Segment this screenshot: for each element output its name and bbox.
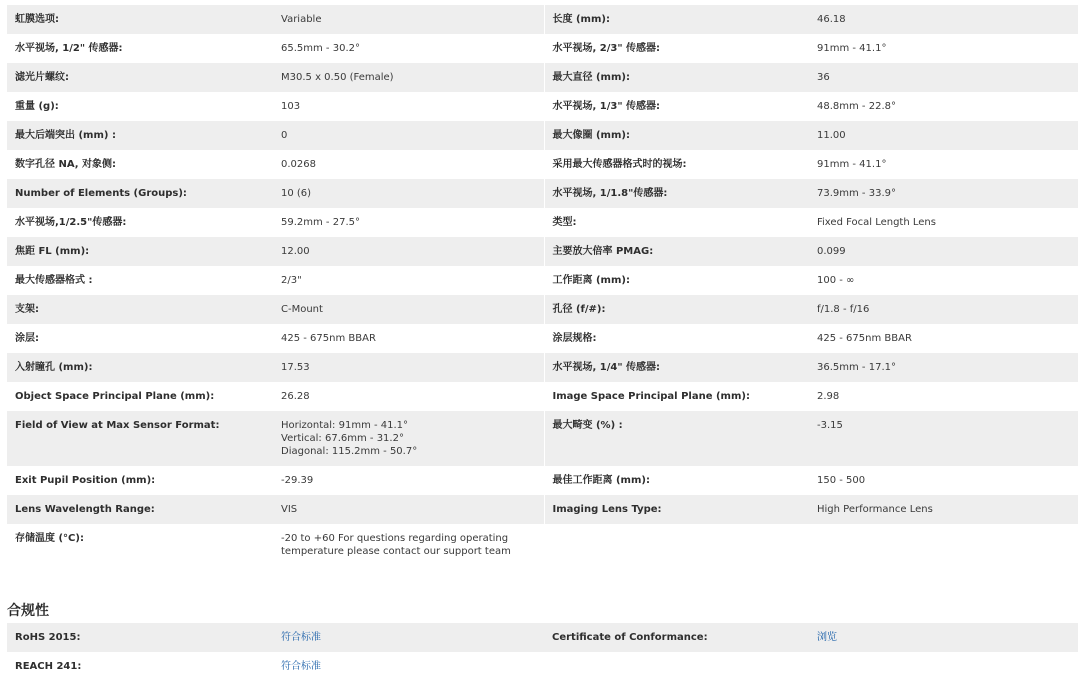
compliance-value (273, 623, 544, 652)
spec-value-line: Diagonal: 115.2mm - 50.7° (281, 446, 418, 457)
spec-label: 采用最大传感器格式时的视场: (544, 150, 809, 179)
spec-value: M30.5 x 0.50 (Female) (273, 63, 544, 92)
spec-label: 最大传感器格式 : (7, 266, 273, 295)
spec-label: Imaging Lens Type: (544, 495, 809, 524)
compliance-value (809, 623, 1078, 652)
spec-row (7, 237, 1078, 266)
spec-label: 水平视场, 1/1.8"传感器: (544, 179, 809, 208)
spec-value: 2/3" (273, 266, 544, 295)
spec-value: 46.18 (809, 5, 1078, 34)
spec-row (7, 34, 1078, 63)
spec-row (7, 266, 1078, 295)
spec-label: 工作距离 (mm): (544, 266, 809, 295)
spec-label: 最大像圈 (mm): (544, 121, 809, 150)
compliance-value (809, 652, 1078, 681)
spec-label: Number of Elements (Groups): (7, 179, 273, 208)
spec-label: 最佳工作距离 (mm): (544, 466, 809, 495)
spec-row (7, 63, 1078, 92)
spec-value: 2.98 (809, 382, 1078, 411)
spec-value: 17.53 (273, 353, 544, 382)
spec-value: -29.39 (273, 466, 544, 495)
certificate-view-link[interactable]: 浏览 (817, 632, 837, 643)
spec-label: 水平视场,1/2.5"传感器: (7, 208, 273, 237)
spec-label: 入射瞳孔 (mm): (7, 353, 273, 382)
spec-row (7, 353, 1078, 382)
spec-row (7, 5, 1078, 34)
compliance-row (7, 652, 1078, 681)
spec-row (7, 121, 1078, 150)
spec-value: 59.2mm - 27.5° (273, 208, 544, 237)
spec-row (7, 466, 1078, 495)
spec-value: 36 (809, 63, 1078, 92)
spec-label: Image Space Principal Plane (mm): (544, 382, 809, 411)
spec-value: 10 (6) (273, 179, 544, 208)
spec-value: Fixed Focal Length Lens (809, 208, 1078, 237)
compliance-link[interactable]: 符合标准 (281, 661, 321, 672)
compliance-label (544, 652, 809, 681)
spec-label: 虹膜选项: (7, 5, 273, 34)
spec-row (7, 524, 1078, 566)
spec-table (7, 5, 1078, 566)
spec-label: 水平视场, 2/3" 传感器: (544, 34, 809, 63)
spec-value: f/1.8 - f/16 (809, 295, 1078, 324)
spec-row (7, 295, 1078, 324)
spec-value: 36.5mm - 17.1° (809, 353, 1078, 382)
compliance-label: RoHS 2015: (7, 623, 273, 652)
compliance-link[interactable]: 符合标准 (281, 632, 321, 643)
spec-label: Lens Wavelength Range: (7, 495, 273, 524)
spec-value-line: Horizontal: 91mm - 41.1° (281, 420, 409, 431)
spec-label: 长度 (mm): (544, 5, 809, 34)
compliance-value (273, 652, 544, 681)
spec-label: 水平视场, 1/4" 传感器: (544, 353, 809, 382)
spec-value: 425 - 675nm BBAR (273, 324, 544, 353)
spec-value (809, 524, 1078, 566)
spec-value: 12.00 (273, 237, 544, 266)
spec-label: Field of View at Max Sensor Format: (7, 411, 273, 466)
spec-value: 100 - ∞ (809, 266, 1078, 295)
spec-value-line: -20 to +60 For questions regarding operating (281, 533, 509, 544)
spec-label: 最大畸变 (%) : (544, 411, 809, 466)
spec-value: 65.5mm - 30.2° (273, 34, 544, 63)
spec-row (7, 411, 1078, 466)
spec-value-line: Vertical: 67.6mm - 31.2° (281, 433, 404, 444)
spec-value: 103 (273, 92, 544, 121)
spec-label (544, 524, 809, 566)
spec-label: 水平视场, 1/2" 传感器: (7, 34, 273, 63)
spec-row (7, 382, 1078, 411)
spec-value (273, 524, 544, 566)
spec-label: 存储温度 (°C): (7, 524, 273, 566)
compliance-row (7, 623, 1078, 652)
spec-label: 涂层规格: (544, 324, 809, 353)
spec-value: 0.099 (809, 237, 1078, 266)
spec-value: 425 - 675nm BBAR (809, 324, 1078, 353)
spec-value: C-Mount (273, 295, 544, 324)
spec-label: 主要放大倍率 PMAG: (544, 237, 809, 266)
compliance-label: REACH 241: (7, 652, 273, 681)
spec-value: 73.9mm - 33.9° (809, 179, 1078, 208)
spec-value: 11.00 (809, 121, 1078, 150)
spec-value: 91mm - 41.1° (809, 150, 1078, 179)
spec-label: 水平视场, 1/3" 传感器: (544, 92, 809, 121)
spec-label: 数字孔径 NA, 对象侧: (7, 150, 273, 179)
spec-value: High Performance Lens (809, 495, 1078, 524)
spec-label: 支架: (7, 295, 273, 324)
spec-value: VIS (273, 495, 544, 524)
spec-value: 48.8mm - 22.8° (809, 92, 1078, 121)
compliance-label: Certificate of Conformance: (544, 623, 809, 652)
spec-value-line: temperature please contact our support team (281, 546, 511, 557)
spec-row (7, 495, 1078, 524)
spec-value: 91mm - 41.1° (809, 34, 1078, 63)
spec-label: 孔径 (f/#): (544, 295, 809, 324)
spec-label: 类型: (544, 208, 809, 237)
spec-label: 最大直径 (mm): (544, 63, 809, 92)
spec-row (7, 150, 1078, 179)
spec-value: 26.28 (273, 382, 544, 411)
spec-row (7, 208, 1078, 237)
spec-value (273, 411, 544, 466)
spec-label: 重量 (g): (7, 92, 273, 121)
spec-label: 最大后端突出 (mm) : (7, 121, 273, 150)
spec-label: Exit Pupil Position (mm): (7, 466, 273, 495)
spec-label: 涂层: (7, 324, 273, 353)
compliance-table (7, 623, 1078, 681)
spec-value: Variable (273, 5, 544, 34)
spec-row (7, 179, 1078, 208)
spec-row (7, 324, 1078, 353)
spec-label: 滤光片螺纹: (7, 63, 273, 92)
spec-value: 0.0268 (273, 150, 544, 179)
spec-value: 0 (273, 121, 544, 150)
spec-label: 焦距 FL (mm): (7, 237, 273, 266)
spec-value: -3.15 (809, 411, 1078, 466)
spec-label: Object Space Principal Plane (mm): (7, 382, 273, 411)
spec-value: 150 - 500 (809, 466, 1078, 495)
spec-row (7, 92, 1078, 121)
compliance-heading: 合规性 (7, 603, 49, 619)
